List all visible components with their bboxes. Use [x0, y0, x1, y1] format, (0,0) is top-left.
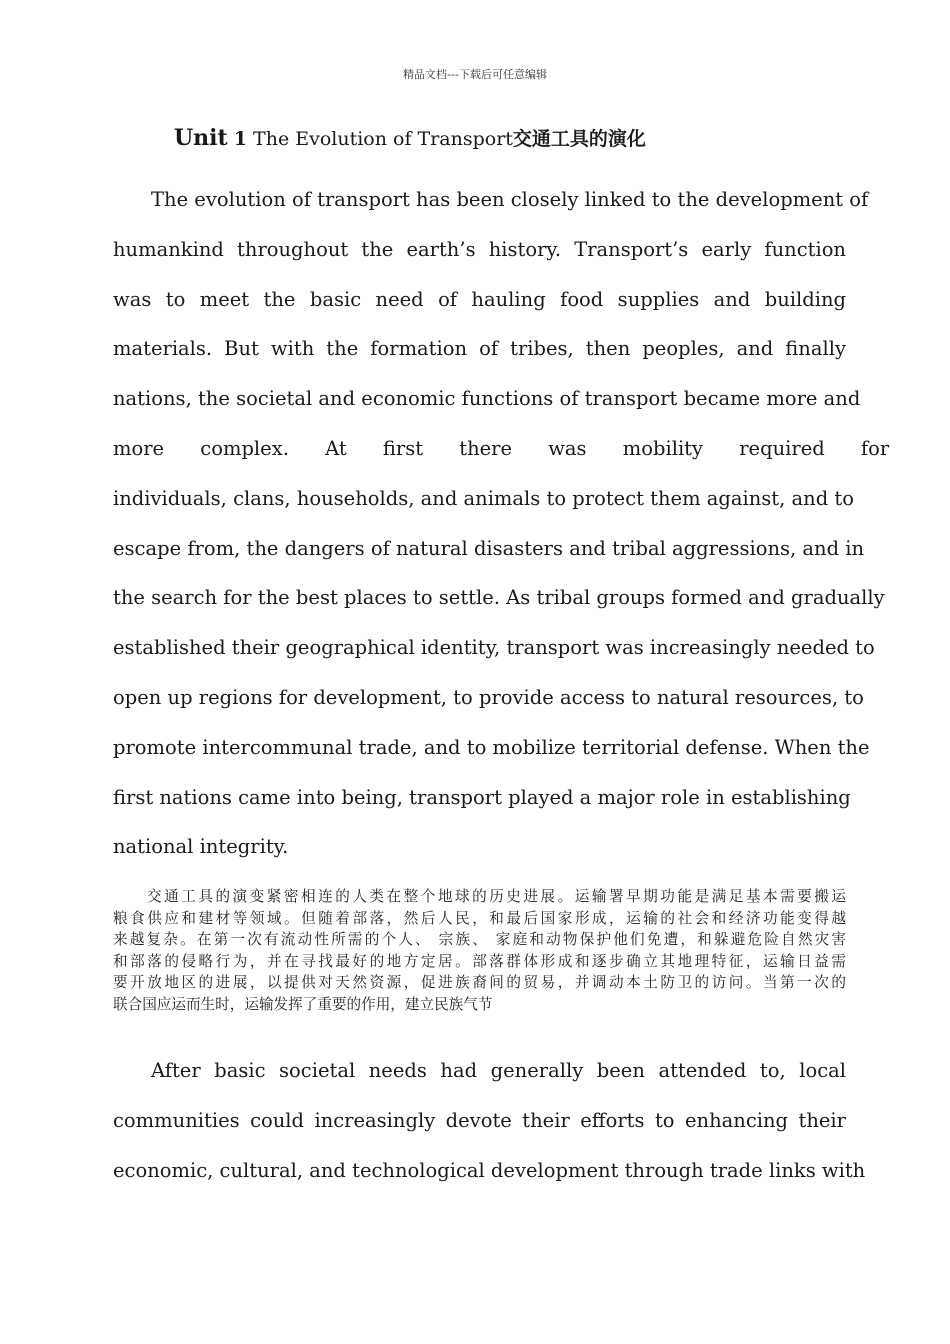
- title-unit: Unit: [174, 125, 228, 151]
- text-line: national integrity.: [113, 835, 289, 859]
- title-english: The Evolution of Transport: [253, 128, 513, 150]
- chinese-translation: [113, 886, 846, 1016]
- text-line: first nations came into being, transport played a major role in establishing: [113, 785, 851, 809]
- title-number: 1: [233, 128, 247, 150]
- text-line: communities could increasingly devote their efforts to enhancing their: [113, 1108, 846, 1132]
- text-line: 要开放地区的进展，以提供对天然资源，促进族裔间的贸易，并调动本土防卫的访问。当第一次的: [113, 974, 846, 992]
- text-line: 联合国应运而生时，运输发挥了重要的作用，建立民族气节: [113, 995, 493, 1013]
- text-line: the search for the best places to settle. As tribal groups formed and gradually: [113, 586, 885, 610]
- title-chinese: 交通工具的演化: [512, 128, 646, 150]
- page-header: 精品文档---下载后可任意编辑: [403, 68, 547, 81]
- text-line: was to meet the basic need of hauling food supplies and building: [113, 287, 846, 311]
- text-line: escape from, the dangers of natural disasters and tribal aggressions, and in: [113, 536, 865, 560]
- text-line: individuals, clans, households, and animals to protect them against, and to: [113, 486, 854, 510]
- paragraph-2: [113, 1046, 866, 1195]
- text-line: promote intercommunal trade, and to mobilize territorial defense. When the: [113, 735, 870, 759]
- text-line: nations, the societal and economic functions of transport became more and: [113, 387, 861, 411]
- text-line: materials. But with the formation of tribes, then peoples, and finally: [113, 337, 846, 361]
- text-line: The evolution of transport has been closely linked to the development of: [151, 188, 869, 211]
- text-line: 交通工具的演变紧密相连的人类在整个地球的历史进展。运输署早期功能是满足基本需要搬运: [147, 888, 846, 905]
- text-line: After basic societal needs had generally been attended to, local: [151, 1059, 846, 1082]
- text-line: 和部落的侵略行为，并在寻找最好的地方定居。部落群体形成和逐步确立其地理特征，运输日益需: [113, 952, 846, 970]
- text-line: more complex. At first there was mobility required for: [113, 436, 890, 460]
- document-title: [174, 124, 646, 151]
- text-line: 粮食供应和建材等领域。但随着部落，然后人民，和最后国家形成，运输的社会和经济功能变得越: [113, 909, 846, 927]
- text-line: 来越复杂。在第一次有流动性所需的个人、 宗族、 家庭和动物保护他们免遭，和躲避危险自然灾害: [113, 931, 846, 949]
- paragraph-1: [113, 175, 890, 872]
- text-line: open up regions for development, to provide access to natural resources, to: [113, 685, 864, 709]
- text-line: economic, cultural, and technological development through trade links with: [113, 1158, 866, 1182]
- text-line: established their geographical identity, transport was increasingly needed to: [113, 636, 875, 660]
- text-line: humankind throughout the earth’s history. Transport’s early function: [113, 237, 846, 261]
